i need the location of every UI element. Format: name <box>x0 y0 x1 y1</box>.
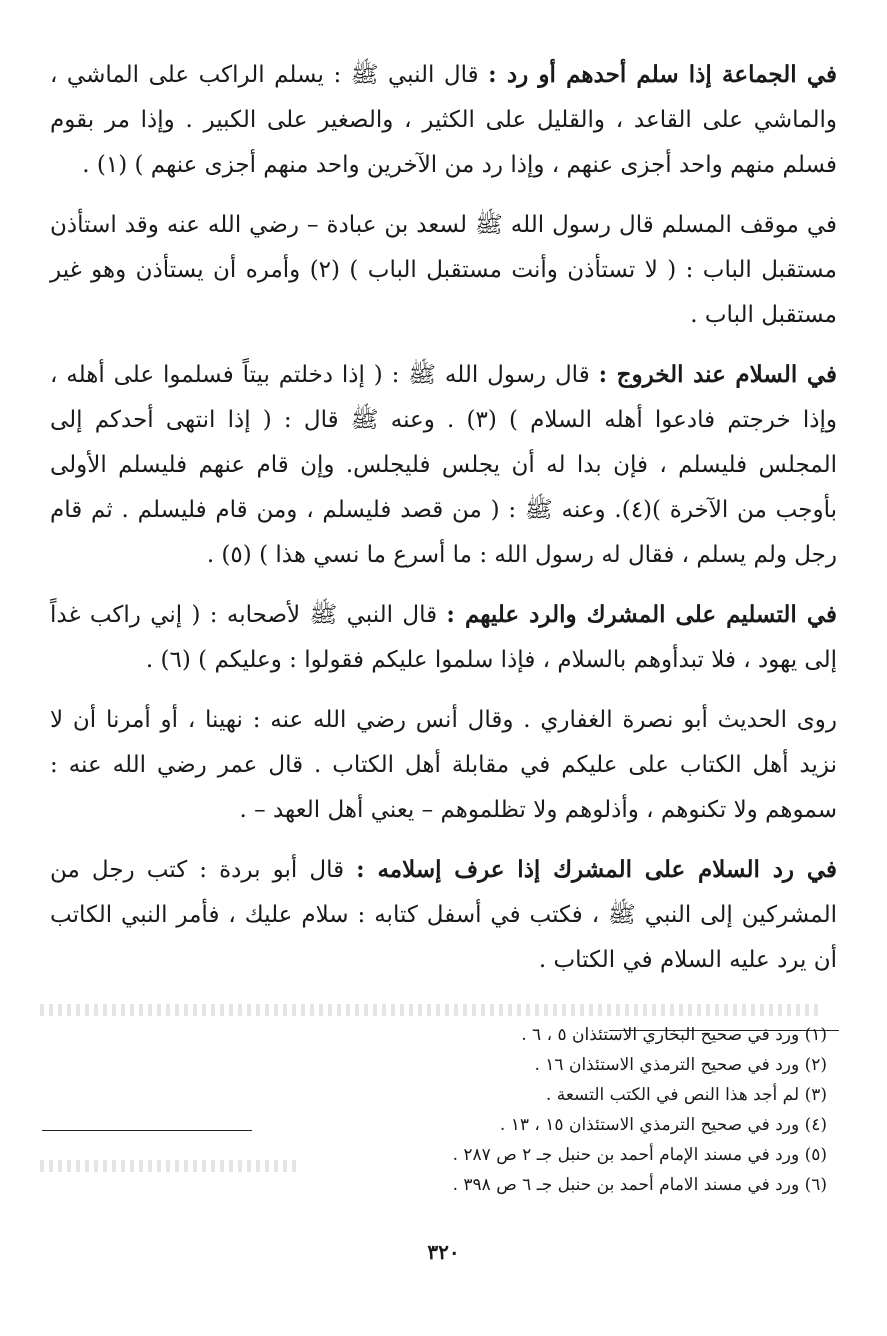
margin-rule <box>42 1130 252 1131</box>
paragraph-greeting-on-leaving <box>50 352 837 578</box>
scan-artifact <box>40 1004 820 1016</box>
paragraph-text: قال أبو بردة : كتب رجل من المشركين إلى النبي ﷺ ، فكتب في أسفل كتابه : سلام عليك ، فأمر النبي الكاتب أن يرد عليه السلام في الكتاب . <box>50 857 837 973</box>
scan-artifact <box>40 1160 300 1172</box>
section-heading: في رد السلام على المشرك إذا عرف إسلامه : <box>356 856 837 883</box>
page-number: ٣٢٠ <box>427 1240 460 1264</box>
footnote-5: (٥) ورد في مسند الإمام أحمد بن حنبل جـ ٢ ص ٢٨٧ . <box>452 1145 827 1165</box>
footnote-4: (٤) ورد في صحيح الترمذي الاستئذان ١٥ ، ١٣ . <box>499 1115 827 1135</box>
section-heading: في الجماعة إذا سلم أحدهم أو رد : <box>488 61 837 88</box>
footnote-1: (١) ورد في صحيح البخاري الاستئذان ٥ ، ٦ . <box>521 1025 827 1045</box>
paragraph-text: قال رسول الله ﷺ : ( إذا دخلتم بيتاً فسلموا على أهله ، وإذا خرجتم فادعوا أهله السلام ) (٣) . وعنه ﷺ قال : ( إذا انتهى أحدكم إلى المجلس فليسلم ، فإن بدا له أن يجلس فليجلس. وإن قام عنهم فليسلم الأولى بأوجب من الآخرة )(٤). وعنه ﷺ : ( من قصد فليسلم ، ومن قام فليسلم . ثم قام رجل ولم يسلم ، فقال له رسول الله : ما أسرع ما نسي هذا ) (٥) . <box>50 362 838 568</box>
paragraph-asking-permission <box>50 202 837 338</box>
footnote-2: (٢) ورد في صحيح الترمذي الاستئذان ١٦ . <box>534 1055 827 1075</box>
paragraph-narration <box>50 697 837 833</box>
page-body <box>50 52 837 997</box>
paragraph-text: قال النبي ﷺ لأصحابه : ( إني راكب غداً إلى يهود ، فلا تبدأوهم بالسلام ، فإذا سلموا عليكم فقولوا : وعليكم ) (٦) . <box>50 602 837 673</box>
section-heading: في السلام عند الخروج : <box>598 361 837 388</box>
footnote-6: (٦) ورد في مسند الامام أحمد بن حنبل جـ ٦ ص ٣٩٨ . <box>452 1175 827 1195</box>
paragraph-text: في موقف المسلم قال رسول الله ﷺ لسعد بن عبادة – رضي الله عنه وقد استأذن مستقبل الباب : ( لا تستأذن وأنت مستقبل الباب ) (٢) وأمره أن يستأذن وهو غير مستقبل الباب . <box>50 212 837 328</box>
paragraph-greeting-non-muslims <box>50 592 837 683</box>
paragraph-greeting-in-group <box>50 52 837 188</box>
paragraph-text: روى الحديث أبو نصرة الغفاري . وقال أنس رضي الله عنه : نهينا ، أو أمرنا أن لا نزيد أهل الكتاب على عليكم في مقابلة أهل الكتاب . قال عمر رضي الله عنه : سموهم ولا تكنوهم ، وأذلوهم ولا تظلموهم – يعني أهل العهد – . <box>50 707 838 823</box>
paragraph-reply-on-conversion <box>50 847 837 983</box>
section-heading: في التسليم على المشرك والرد عليهم : <box>446 601 837 628</box>
footnote-3: (٣) لم أجد هذا النص في الكتب التسعة . <box>545 1085 827 1105</box>
paragraph-text: قال النبي ﷺ : يسلم الراكب على الماشي ، والماشي على القاعد ، والقليل على الكثير ، والصغير على الكبير . وإذا مر بقوم فسلم منهم واحد أجزى عنهم ، وإذا رد من الآخرين واحد منهم أجزى عنهم ) (١) . <box>50 62 837 178</box>
footnotes <box>387 1020 827 1200</box>
